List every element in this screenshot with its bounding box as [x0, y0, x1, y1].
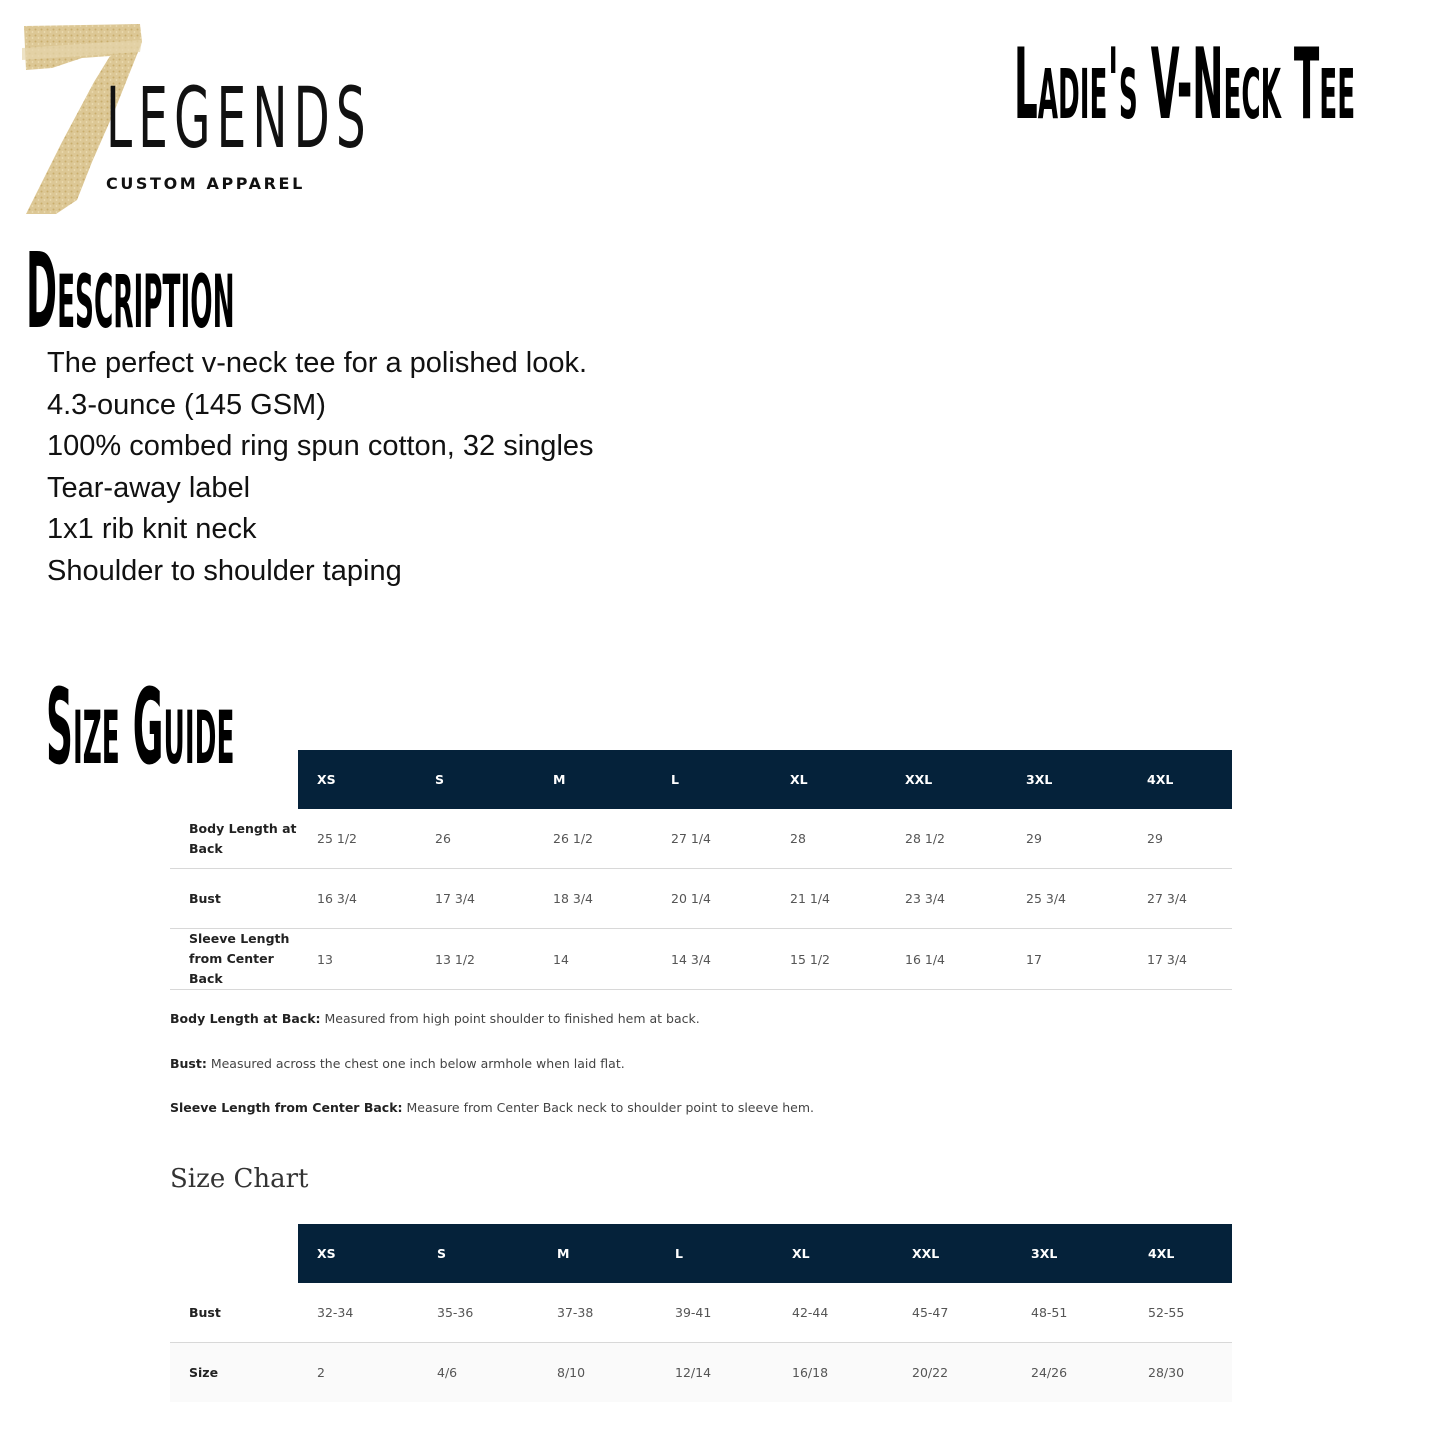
size-guide-table	[170, 750, 1232, 990]
table-cell: 4/6	[418, 1343, 538, 1403]
column-header: S	[418, 1224, 538, 1283]
description-line: 1x1 rib knit neck	[47, 513, 257, 545]
measurement-notes	[170, 1010, 814, 1144]
table-cell: 28 1/2	[886, 809, 1007, 869]
table-cell: 20 1/4	[652, 869, 771, 929]
brand-tagline: CUSTOM APPAREL	[106, 174, 305, 193]
table-cell: 13	[298, 929, 416, 990]
measurement-note	[170, 1010, 814, 1055]
table-cell: 21 1/4	[771, 869, 886, 929]
brand-wordmark: LEGENDS	[106, 69, 372, 167]
table-cell: 52-55	[1129, 1283, 1232, 1343]
column-header: 4XL	[1129, 1224, 1232, 1283]
row-label: Bust	[170, 1283, 298, 1343]
header-blank-cell	[170, 1224, 298, 1283]
table-cell: 17 3/4	[416, 869, 534, 929]
column-header: XL	[773, 1224, 893, 1283]
table-cell: 2	[298, 1343, 418, 1403]
column-header: XXL	[893, 1224, 1012, 1283]
column-header: 4XL	[1128, 750, 1232, 809]
table-cell: 45-47	[893, 1283, 1012, 1343]
size-chart-table	[170, 1224, 1232, 1402]
measurement-note	[170, 1099, 814, 1144]
table-cell: 17 3/4	[1128, 929, 1232, 990]
column-header: 3XL	[1012, 1224, 1129, 1283]
table-cell: 12/14	[656, 1343, 773, 1403]
note-term: Sleeve Length from Center Back:	[170, 1100, 403, 1115]
size-guide-heading: Size Guide	[46, 666, 235, 788]
column-header: L	[656, 1224, 773, 1283]
table-cell: 37-38	[538, 1283, 656, 1343]
description-line: 100% combed ring spun cotton, 32 singles	[47, 430, 594, 462]
description-line: 4.3-ounce (145 GSM)	[47, 388, 326, 421]
table-cell: 32-34	[298, 1283, 418, 1343]
note-text: Measure from Center Back neck to shoulder point to sleeve hem.	[402, 1100, 815, 1115]
table-cell: 15 1/2	[771, 929, 886, 990]
table-row	[170, 1283, 1232, 1343]
table-cell: 23 3/4	[886, 869, 1007, 929]
note-text: Measured from high point shoulder to finished hem at back.	[320, 1011, 700, 1026]
measurement-note	[170, 1055, 814, 1100]
description-line: Tear-away label	[47, 471, 251, 504]
row-label: Body Length at Back	[170, 809, 298, 869]
note-term: Bust:	[170, 1055, 207, 1071]
column-header: 3XL	[1007, 750, 1128, 809]
description-heading: Description	[26, 230, 235, 352]
brand-logo	[22, 22, 372, 222]
table-cell: 16 1/4	[886, 929, 1007, 990]
table-cell: 18 3/4	[534, 869, 652, 929]
row-label: Bust	[170, 869, 298, 929]
table-cell: 26	[416, 809, 534, 869]
description-list	[47, 343, 594, 592]
header-blank-cell	[170, 750, 298, 809]
table-cell: 29	[1007, 809, 1128, 869]
row-label: Sleeve Length from Center Back	[170, 929, 298, 990]
table-cell: 17	[1007, 929, 1128, 990]
note-text: Measured across the chest one inch below armhole when laid flat.	[206, 1055, 625, 1071]
table-header-row	[170, 750, 1232, 809]
table-cell: 28/30	[1129, 1343, 1232, 1403]
table-cell: 14 3/4	[652, 929, 771, 990]
table-row	[170, 869, 1232, 929]
table-cell: 13 1/2	[416, 929, 534, 990]
table-cell: 39-41	[656, 1283, 773, 1343]
table-cell: 35-36	[418, 1283, 538, 1343]
description-line: The perfect v-neck tee for a polished look.	[47, 347, 588, 379]
table-cell: 27 3/4	[1128, 869, 1232, 929]
table-cell: 16/18	[773, 1343, 893, 1403]
table-cell: 28	[771, 809, 886, 869]
table-cell: 42-44	[773, 1283, 893, 1343]
table-cell: 27 1/4	[652, 809, 771, 869]
description-line: Shoulder to shoulder taping	[47, 554, 402, 587]
column-header: XS	[298, 750, 416, 809]
product-title: Ladie's V-Neck Tee	[1014, 28, 1356, 142]
table-cell: 48-51	[1012, 1283, 1129, 1343]
table-row	[170, 809, 1232, 869]
column-header: M	[534, 750, 652, 809]
table-cell: 8/10	[538, 1343, 656, 1403]
table-cell: 25 3/4	[1007, 869, 1128, 929]
column-header: S	[416, 750, 534, 809]
table-cell: 14	[534, 929, 652, 990]
table-header-row	[170, 1224, 1232, 1283]
column-header: XS	[298, 1224, 418, 1283]
table-row	[170, 1343, 1232, 1403]
column-header: XL	[771, 750, 886, 809]
table-row	[170, 929, 1232, 990]
note-term: Body Length at Back:	[170, 1011, 321, 1026]
table-cell: 16 3/4	[298, 869, 416, 929]
table-cell: 26 1/2	[534, 809, 652, 869]
row-label: Size	[170, 1343, 298, 1403]
table-cell: 24/26	[1012, 1343, 1129, 1403]
table-cell: 25 1/2	[298, 809, 416, 869]
column-header: XXL	[886, 750, 1007, 809]
column-header: L	[652, 750, 771, 809]
table-cell: 29	[1128, 809, 1232, 869]
table-cell: 20/22	[893, 1343, 1012, 1403]
column-header: M	[538, 1224, 656, 1283]
size-chart-title: Size Chart	[170, 1164, 309, 1194]
